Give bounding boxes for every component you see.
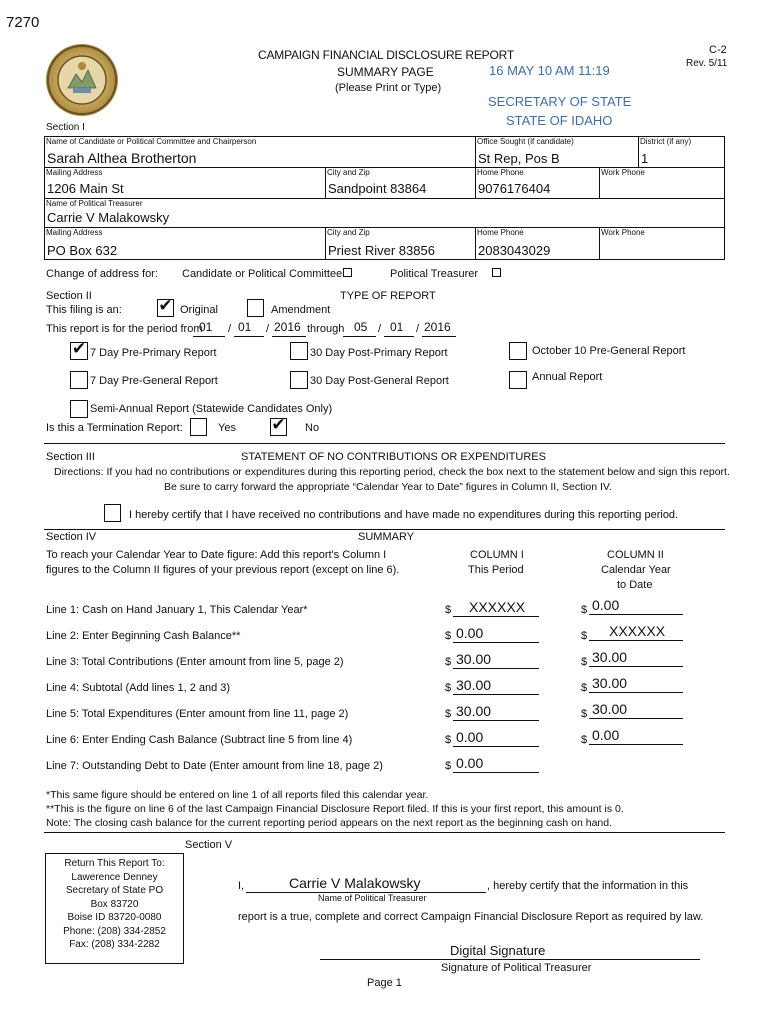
report-annual-label: Annual Report — [532, 371, 603, 383]
currency-symbol: $ — [445, 760, 452, 772]
summary-col1-value: 30.00 — [456, 677, 492, 693]
received-stamp-state: STATE OF IDAHO — [506, 113, 613, 128]
currency-symbol: $ — [445, 734, 452, 746]
period-from-year[interactable]: 2016 — [272, 320, 306, 337]
treasurer-name-caption: Name of Political Treasurer — [318, 893, 427, 903]
signature-value: Digital Signature — [450, 943, 546, 958]
district-value: 1 — [641, 151, 649, 166]
return-address-line: Lawerence Denney — [71, 871, 158, 883]
change-candidate-checkbox[interactable] — [343, 268, 352, 277]
summary-title: SUMMARY — [358, 531, 415, 543]
currency-symbol: $ — [445, 604, 452, 616]
candidate-work-phone-label: Work Phone — [601, 168, 645, 177]
candidate-mailing-value: 1206 Main St — [47, 181, 124, 196]
through-label: through — [307, 323, 345, 335]
summary-col1-field[interactable] — [453, 678, 539, 695]
return-address-line: Fax: (208) 334-2282 — [69, 939, 160, 950]
treasurer-city-label: City and Zip — [327, 228, 370, 237]
report-semiannual-checkbox[interactable] — [70, 400, 88, 418]
section-3-directions-2: Be sure to carry forward the appropriate “Calendar Year to Date” figures in Column II, Section IV. — [164, 481, 612, 493]
candidate-home-phone-field[interactable] — [475, 167, 599, 198]
summary-col2-value: 30.00 — [592, 675, 628, 691]
summary-col1-value: 30.00 — [456, 651, 492, 667]
currency-symbol: $ — [581, 604, 588, 616]
summary-col2-field[interactable] — [589, 676, 683, 693]
report-semiannual-label: Semi-Annual Report (Statewide Candidates Only) — [90, 403, 333, 415]
candidate-name-label: Name of Candidate or Political Committee and Chairperson — [46, 137, 257, 146]
amendment-label: Amendment — [271, 304, 331, 316]
section-divider — [44, 832, 725, 833]
treasurer-home-phone-label: Home Phone — [477, 228, 524, 237]
summary-col1-value: 0.00 — [456, 755, 484, 771]
report-7day-pre-general-checkbox[interactable] — [70, 371, 88, 389]
section-1-heading: Section I — [46, 122, 85, 133]
treasurer-mailing-label: Mailing Address — [46, 228, 103, 237]
section-3-directions-1: Directions: If you had no contributions or expenditures during this reporting period, check the box next to the statement below and sign this report. — [54, 466, 730, 478]
summary-line-label: Line 2: Enter Beginning Cash Balance** — [46, 630, 241, 642]
pre-primary-check-mark: ✔ — [71, 339, 87, 358]
termination-yes-checkbox[interactable] — [190, 418, 207, 436]
no-activity-certify-text: I hereby certify that I have received no contributions and have made no expenditures during this reporting period. — [129, 509, 679, 521]
signature-field[interactable] — [320, 943, 700, 960]
candidate-mailing-label: Mailing Address — [46, 168, 103, 177]
summary-intro-1: To reach your Calendar Year to Date figure: Add this report's Column I — [46, 549, 387, 561]
candidate-name-value: Sarah Althea Brotherton — [47, 150, 197, 166]
original-checkbox[interactable] — [157, 296, 174, 317]
footnote-2: **This is the figure on line 6 of the last Campaign Financial Disclosure Report filed. If this is your first report, this amount is 0. — [46, 803, 624, 815]
report-30day-post-general-checkbox[interactable] — [290, 371, 308, 389]
report-30day-post-general-label: 30 Day Post-General Report — [310, 375, 449, 387]
change-treasurer-label: Political Treasurer — [390, 268, 479, 280]
candidate-home-phone-label: Home Phone — [477, 168, 524, 177]
treasurer-work-phone-label: Work Phone — [601, 228, 645, 237]
document-number: 7270 — [6, 14, 40, 31]
summary-col1-value: 0.00 — [456, 625, 484, 641]
currency-symbol: $ — [581, 734, 588, 746]
return-address-line: Phone: (208) 334-2852 — [63, 925, 166, 937]
report-7day-pre-primary-checkbox[interactable] — [70, 339, 88, 360]
summary-col2-field[interactable] — [589, 728, 683, 745]
received-stamp-date: 16 MAY 10 AM 11:19 — [489, 63, 610, 78]
summary-col2-value: XXXXXX — [609, 623, 666, 639]
return-address-box — [45, 853, 184, 964]
summary-col2-value: 0.00 — [592, 597, 620, 613]
report-7day-pre-general-label: 7 Day Pre-General Report — [90, 375, 218, 387]
summary-col2-field[interactable] — [589, 650, 683, 667]
filing-type-label: This filing is an: — [46, 304, 122, 316]
report-annual-checkbox[interactable] — [509, 371, 527, 389]
period-to-month[interactable]: 05 — [343, 320, 376, 337]
summary-line-label: Line 7: Outstanding Debt to Date (Enter amount from line 18, page 2) — [46, 760, 383, 772]
summary-col1-value: 30.00 — [456, 703, 492, 719]
summary-col2-field[interactable] — [589, 702, 683, 719]
column-1-heading: COLUMN I — [470, 549, 524, 561]
change-candidate-label: Candidate or Political Committee — [182, 268, 343, 280]
return-address-line: Box 83720 — [90, 898, 139, 910]
type-of-report-heading: TYPE OF REPORT — [340, 290, 436, 302]
treasurer-city-value: Priest River 83856 — [328, 243, 435, 258]
period-from-month[interactable]: 01 — [193, 320, 225, 337]
certify-suffix: , hereby certify that the information in this — [487, 880, 689, 892]
currency-symbol: $ — [445, 656, 452, 668]
office-sought-field[interactable] — [475, 136, 638, 168]
return-address-line: Secretary of State PO — [65, 885, 164, 896]
received-stamp-office: SECRETARY OF STATE — [488, 94, 632, 109]
return-address-lines — [46, 854, 183, 952]
treasurer-work-phone-field[interactable] — [599, 227, 725, 260]
report-30day-post-primary-checkbox[interactable] — [290, 342, 308, 360]
summary-col1-field[interactable] — [453, 704, 539, 721]
section-divider — [44, 443, 725, 444]
section-divider — [44, 529, 725, 530]
certify-prefix: I, — [238, 880, 245, 892]
summary-col1-field[interactable] — [453, 730, 539, 747]
currency-symbol: $ — [445, 682, 452, 694]
treasurer-home-phone-field[interactable] — [475, 227, 599, 260]
summary-col2-value: 0.00 — [592, 727, 620, 743]
summary-col1-field[interactable] — [453, 652, 539, 669]
seal-graphic — [46, 44, 118, 116]
date-separator: / — [266, 323, 270, 335]
certify-line-2: report is a true, complete and correct Campaign Financial Disclosure Report as required by law. — [238, 911, 704, 923]
currency-symbol: $ — [581, 656, 588, 668]
summary-line-label: Line 5: Total Expenditures (Enter amount from line 11, page 2) — [46, 708, 349, 720]
print-instruction: (Please Print or Type) — [335, 82, 442, 94]
column-2-subheading-2: to Date — [617, 579, 653, 591]
treasurer-name-label: Name of Political Treasurer — [46, 199, 143, 208]
signature-caption: Signature of Political Treasurer — [441, 962, 592, 974]
termination-no-check-mark: ✔ — [271, 415, 286, 434]
candidate-mailing-field[interactable] — [44, 167, 325, 198]
candidate-city-field[interactable] — [325, 167, 475, 198]
date-separator: / — [228, 323, 232, 335]
treasurer-mailing-value: PO Box 632 — [47, 243, 118, 258]
footnote-1: *This same figure should be entered on line 1 of all reports filed this calendar year. — [46, 789, 429, 801]
district-label: District (if any) — [640, 137, 692, 146]
candidate-city-label: City and Zip — [327, 168, 370, 177]
office-sought-value: St Rep, Pos B — [478, 151, 560, 166]
treasurer-name-value: Carrie V Malakowsky — [47, 210, 170, 225]
change-treasurer-checkbox[interactable] — [492, 268, 501, 277]
summary-col1-value: 0.00 — [456, 729, 484, 745]
currency-symbol: $ — [581, 708, 588, 720]
candidate-home-phone-value: 9076176404 — [478, 181, 551, 196]
summary-col2-value: 30.00 — [592, 649, 628, 665]
column-2-heading: COLUMN II — [607, 549, 664, 561]
candidate-name-field[interactable] — [44, 136, 475, 168]
currency-symbol: $ — [445, 708, 452, 720]
date-separator: / — [416, 323, 420, 335]
state-seal-image — [46, 44, 118, 116]
no-activity-checkbox[interactable] — [104, 504, 121, 522]
report-subtitle: SUMMARY PAGE — [337, 65, 434, 79]
treasurer-name-signature-field[interactable] — [246, 874, 486, 893]
amendment-checkbox[interactable] — [247, 299, 264, 317]
certify-treasurer-name: Carrie V Malakowsky — [289, 875, 421, 891]
report-title: CAMPAIGN FINANCIAL DISCLOSURE REPORT — [258, 48, 514, 62]
return-address-line: Return This Report To: — [64, 858, 165, 869]
summary-line-label: Line 1: Cash on Hand January 1, This Calendar Year* — [46, 604, 308, 616]
treasurer-city-field[interactable] — [325, 227, 475, 260]
district-field[interactable] — [638, 136, 725, 168]
column-2-subheading: Calendar Year — [601, 564, 671, 576]
period-to-year[interactable]: 2016 — [422, 320, 456, 337]
period-to-day[interactable]: 01 — [384, 320, 414, 337]
return-address-line: Boise ID 83720-0080 — [67, 912, 162, 923]
report-7day-pre-primary-label: 7 Day Pre-Primary Report — [90, 347, 217, 359]
summary-line-label: Line 3: Total Contributions (Enter amount from line 5, page 2) — [46, 656, 344, 668]
summary-col2-field[interactable] — [589, 598, 683, 615]
column-1-subheading: This Period — [468, 564, 524, 576]
currency-symbol: $ — [581, 682, 588, 694]
treasurer-home-phone-value: 2083043029 — [478, 243, 551, 258]
summary-col1-field[interactable] — [453, 626, 539, 643]
summary-intro-2: figures to the Column II figures of your previous report (except on line 6). — [46, 564, 400, 576]
summary-col1-field[interactable] — [453, 756, 539, 773]
footnote-3: Note: The closing cash balance for the current reporting period appears on the next report as the beginning cash on hand. — [46, 817, 613, 829]
termination-no-label: No — [305, 422, 320, 434]
currency-symbol: $ — [581, 630, 588, 642]
period-from-day[interactable]: 01 — [234, 320, 264, 337]
period-label: This report is for the period from — [46, 323, 203, 335]
candidate-city-value: Sandpoint 83864 — [328, 181, 427, 196]
summary-line-label: Line 6: Enter Ending Cash Balance (Subtract line 5 from line 4) — [46, 734, 353, 746]
office-sought-label: Office Sought (if candidate) — [477, 137, 574, 146]
treasurer-mailing-field[interactable] — [44, 227, 325, 260]
summary-col1-field[interactable] — [453, 600, 539, 617]
section-2-heading: Section II — [46, 290, 92, 302]
report-oct10-checkbox[interactable] — [509, 342, 527, 360]
summary-line-label: Line 4: Subtotal (Add lines 1, 2 and 3) — [46, 682, 231, 694]
original-label: Original — [180, 304, 218, 316]
report-oct10-label: October 10 Pre-General Report — [532, 345, 686, 357]
original-check-mark: ✔ — [158, 296, 173, 315]
section-3-title: STATEMENT OF NO CONTRIBUTIONS OR EXPENDITURES — [241, 451, 546, 463]
summary-col2-field[interactable] — [589, 624, 683, 641]
termination-no-checkbox[interactable] — [270, 415, 287, 436]
page-number: Page 1 — [367, 977, 402, 989]
form-code: C-2 — [709, 44, 727, 56]
date-separator: / — [378, 323, 382, 335]
form-revision: Rev. 5/11 — [686, 58, 728, 69]
summary-col1-value: XXXXXX — [469, 599, 526, 615]
change-address-label: Change of address for: — [46, 268, 158, 280]
section-4-heading: Section IV — [46, 531, 97, 543]
report-30day-post-primary-label: 30 Day Post-Primary Report — [310, 347, 448, 359]
summary-col2-value: 30.00 — [592, 701, 628, 717]
termination-label: Is this a Termination Report: — [46, 422, 183, 434]
candidate-work-phone-field[interactable] — [599, 167, 725, 198]
termination-yes-label: Yes — [218, 422, 236, 434]
section-3-heading: Section III — [46, 451, 95, 463]
section-5-heading: Section V — [185, 839, 233, 851]
treasurer-name-field[interactable] — [44, 198, 725, 227]
currency-symbol: $ — [445, 630, 452, 642]
